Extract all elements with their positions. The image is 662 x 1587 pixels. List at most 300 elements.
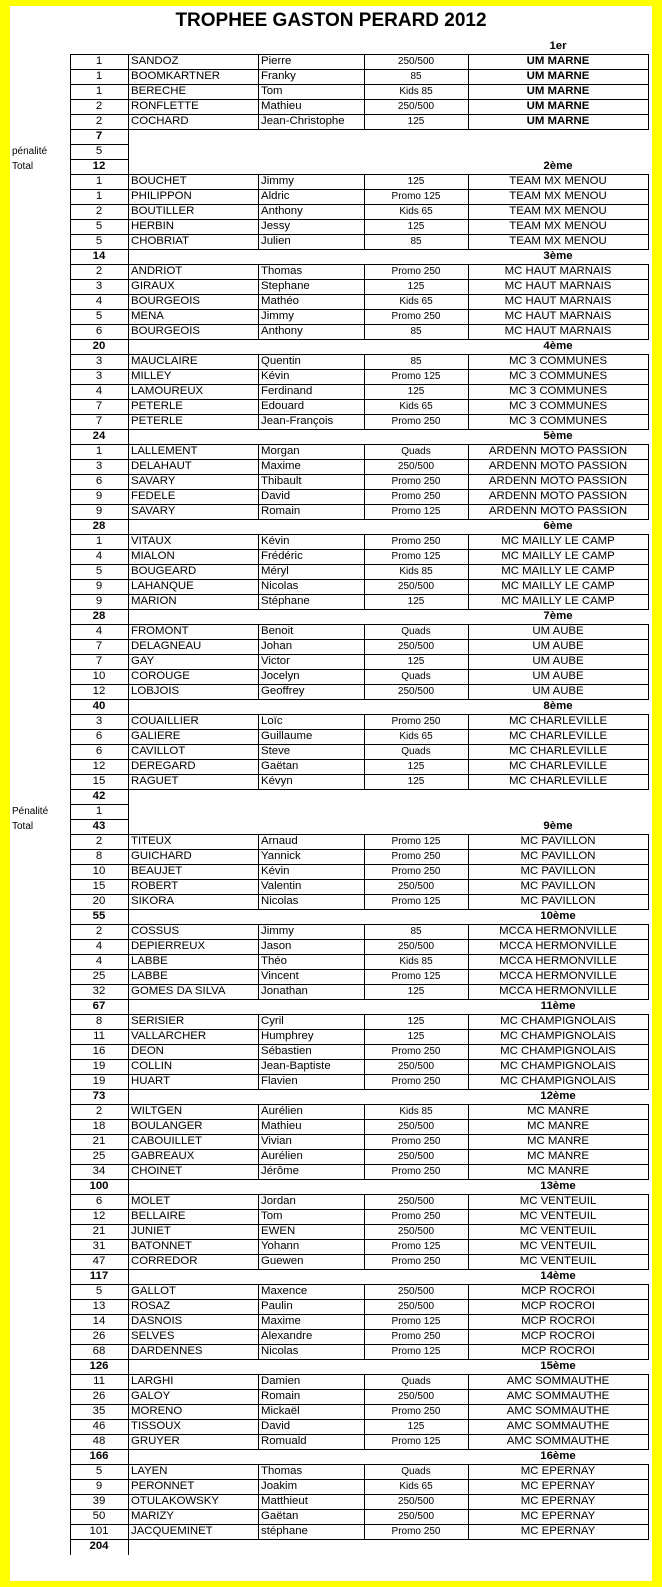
- grid-line: [70, 1089, 71, 1105]
- rider-club: ARDENN MOTO PASSION: [488, 490, 628, 502]
- grid-line: [70, 564, 649, 565]
- grid-line: [70, 414, 649, 415]
- rider-position: 2: [95, 1105, 103, 1117]
- grid-line: [128, 444, 129, 520]
- grid-line: [70, 1134, 649, 1135]
- grid-line: [70, 1014, 71, 1090]
- rider-position: 9: [95, 505, 103, 517]
- rider-club: MC CHARLEVILLE: [508, 730, 608, 742]
- grid-line: [648, 1104, 649, 1180]
- rider-club: MCCA HERMONVILLE: [499, 940, 617, 952]
- rider-position: 19: [92, 1060, 106, 1072]
- grid-line: [648, 834, 649, 910]
- rider-club: MC MANRE: [526, 1105, 589, 1117]
- grid-line: [648, 264, 649, 340]
- rider-lastname: COSSUS: [131, 925, 180, 937]
- rider-lastname: GIRAUX: [131, 280, 175, 292]
- rider-club: ARDENN MOTO PASSION: [488, 445, 628, 457]
- grid-line: [70, 714, 71, 790]
- rider-lastname: TITEUX: [131, 835, 172, 847]
- table-row: [10, 1209, 652, 1224]
- team-rank: 5ème: [543, 430, 573, 442]
- rider-position: 9: [95, 580, 103, 592]
- table-row: [10, 309, 652, 324]
- grid-line: [70, 1374, 71, 1450]
- rider-club: MC PAVILLON: [520, 865, 596, 877]
- grid-line: [128, 339, 129, 355]
- rider-lastname: WILTGEN: [131, 1105, 183, 1117]
- rider-club: MC MAILLY LE CAMP: [501, 565, 615, 577]
- table-row: [10, 1224, 652, 1239]
- grid-line: [70, 1179, 71, 1195]
- table-row: [10, 369, 652, 384]
- grid-line: [70, 99, 649, 100]
- grid-line: [364, 354, 365, 430]
- table-row: [10, 744, 652, 759]
- grid-line: [70, 999, 71, 1015]
- grid-line: [468, 714, 469, 790]
- rider-firstname: Arnaud: [261, 835, 298, 847]
- table-row: [10, 1134, 652, 1149]
- grid-line: [128, 519, 129, 535]
- table-row: [10, 1389, 652, 1404]
- team-rank: 16ème: [540, 1450, 576, 1462]
- rider-club: MC MANRE: [526, 1135, 589, 1147]
- rider-position: 4: [95, 955, 103, 967]
- rider-category: Promo 125: [391, 1316, 441, 1327]
- rider-club: MC MAILLY LE CAMP: [501, 535, 615, 547]
- rider-club: UM MARNE: [526, 100, 590, 112]
- grid-line: [258, 54, 259, 130]
- rider-category: Promo 250: [391, 416, 441, 427]
- table-row: [10, 879, 652, 894]
- rider-lastname: LARGHI: [131, 1375, 174, 1387]
- grid-line: [70, 174, 71, 250]
- rider-position: 16: [92, 1045, 106, 1057]
- rider-club: MC VENTEUIL: [519, 1225, 597, 1237]
- rider-position: 26: [92, 1330, 106, 1342]
- rider-position: 20: [92, 895, 106, 907]
- rider-club: MC EPERNAY: [520, 1525, 596, 1537]
- rider-position: 21: [92, 1225, 106, 1237]
- rider-club: MCCA HERMONVILLE: [499, 970, 617, 982]
- rider-club: MC 3 COMMUNES: [508, 385, 608, 397]
- grid-line: [70, 69, 649, 70]
- rider-category: Kids 85: [399, 956, 433, 967]
- table-row: [10, 1104, 652, 1119]
- rider-category: Kids 65: [399, 731, 433, 742]
- grid-line: [258, 1104, 259, 1180]
- grid-line: [70, 84, 649, 85]
- rider-firstname: Tom: [261, 85, 283, 97]
- rider-lastname: PERONNET: [131, 1480, 195, 1492]
- rider-position: 25: [92, 1150, 106, 1162]
- table-row: [10, 504, 652, 519]
- rider-club: MC CHARLEVILLE: [508, 715, 608, 727]
- rider-club: MCP ROCROI: [521, 1285, 595, 1297]
- table-row: [10, 1149, 652, 1164]
- table-row: [10, 489, 652, 504]
- rider-club: AMC SOMMAUTHE: [506, 1390, 610, 1402]
- rider-position: 26: [92, 1390, 106, 1402]
- rider-category: 125: [407, 596, 425, 607]
- grid-line: [70, 924, 71, 1000]
- grid-line: [70, 264, 71, 340]
- rider-position: 4: [95, 295, 103, 307]
- rider-club: MCP ROCROI: [521, 1345, 595, 1357]
- grid-line: [364, 174, 365, 250]
- grid-line: [70, 1449, 71, 1465]
- rider-position: 9: [95, 1480, 103, 1492]
- grid-line: [70, 624, 71, 700]
- rider-firstname: Anthony: [261, 205, 303, 217]
- rider-firstname: Edouard: [261, 400, 305, 412]
- grid-line: [468, 924, 469, 1000]
- rider-position: 10: [92, 865, 106, 877]
- rider-position: 2: [95, 265, 103, 277]
- grid-line: [70, 864, 649, 865]
- rider-category: Promo 125: [391, 1241, 441, 1252]
- page-title: TROPHEE GASTON PERARD 2012: [175, 10, 487, 31]
- rider-category: 125: [407, 1421, 425, 1432]
- rider-category: 250/500: [397, 1511, 435, 1522]
- table-row: [10, 1434, 652, 1449]
- rider-firstname: Jimmy: [261, 310, 294, 322]
- grid-line: [128, 1014, 129, 1090]
- rider-category: Quads: [401, 626, 431, 637]
- grid-line: [70, 714, 649, 715]
- rider-firstname: Loïc: [261, 715, 283, 727]
- rider-position: 8: [95, 1015, 103, 1027]
- rider-lastname: TISSOUX: [131, 1420, 182, 1432]
- table-row: [10, 114, 652, 129]
- rider-lastname: COCHARD: [131, 115, 189, 127]
- grid-line: [70, 324, 649, 325]
- table-row: [10, 834, 652, 849]
- table-row: [10, 1464, 652, 1479]
- table-row: [10, 939, 652, 954]
- rider-lastname: PETERLE: [131, 400, 183, 412]
- rider-firstname: Mathieu: [261, 100, 302, 112]
- grid-line: [648, 624, 649, 700]
- grid-line: [468, 54, 469, 130]
- grid-line: [364, 1194, 365, 1270]
- grid-line: [70, 894, 649, 895]
- rider-firstname: Joakim: [261, 1480, 298, 1492]
- rider-club: MC CHAMPIGNOLAIS: [500, 1015, 616, 1027]
- grid-line: [364, 1014, 365, 1090]
- grid-line: [70, 1344, 649, 1345]
- rider-position: 48: [92, 1435, 106, 1447]
- grid-line: [258, 714, 259, 790]
- rider-club: UM MARNE: [526, 55, 590, 67]
- grid-line: [128, 1359, 129, 1375]
- rider-firstname: Maxime: [261, 460, 301, 472]
- rider-lastname: JACQUEMINET: [131, 1525, 213, 1537]
- rider-category: Promo 250: [391, 1046, 441, 1057]
- rider-firstname: Romuald: [261, 1435, 307, 1447]
- table-row: [10, 1479, 652, 1494]
- team-total: 28: [92, 610, 106, 622]
- rider-firstname: EWEN: [261, 1225, 296, 1237]
- grid-line: [70, 294, 649, 295]
- grid-line: [70, 954, 649, 955]
- rider-lastname: LAHANQUE: [131, 580, 194, 592]
- rider-firstname: Mathéo: [261, 295, 299, 307]
- table-row: [10, 474, 652, 489]
- rider-category: Promo 250: [391, 1166, 441, 1177]
- rider-position: 7: [95, 640, 103, 652]
- team-subtotal: 7: [95, 130, 103, 142]
- rider-lastname: CABOUILLET: [131, 1135, 202, 1147]
- rider-club: MC MAILLY LE CAMP: [501, 595, 615, 607]
- table-row: [10, 684, 652, 699]
- grid-line: [648, 534, 649, 610]
- rider-category: Promo 125: [391, 896, 441, 907]
- grid-line: [70, 369, 649, 370]
- grid-line: [128, 789, 129, 835]
- grid-line: [70, 1464, 649, 1465]
- rider-club: MC VENTEUIL: [519, 1195, 597, 1207]
- rider-lastname: CAVILLOT: [131, 745, 186, 757]
- grid-line: [70, 684, 649, 685]
- grid-line: [648, 924, 649, 1000]
- table-row: [10, 894, 652, 909]
- table-row: [10, 1494, 652, 1509]
- rider-firstname: Yohann: [261, 1240, 300, 1252]
- table-row: [10, 1014, 652, 1029]
- table-row: [10, 969, 652, 984]
- grid-line: [70, 1524, 649, 1525]
- rider-firstname: Nicolas: [261, 895, 299, 907]
- rider-lastname: VALLARCHER: [131, 1030, 207, 1042]
- rider-position: 1: [95, 175, 103, 187]
- rider-club: MC CHAMPIGNOLAIS: [500, 1030, 616, 1042]
- rider-club: MC CHARLEVILLE: [508, 745, 608, 757]
- grid-line: [258, 924, 259, 1000]
- rider-category: 85: [410, 926, 422, 937]
- rider-club: MC CHAMPIGNOLAIS: [500, 1075, 616, 1087]
- rider-firstname: Jessy: [261, 220, 291, 232]
- rider-lastname: HUART: [131, 1075, 171, 1087]
- rider-position: 19: [92, 1075, 106, 1087]
- table-row: [10, 1194, 652, 1209]
- rider-lastname: GUICHARD: [131, 850, 192, 862]
- table-row: [10, 294, 652, 309]
- rider-category: 250/500: [397, 641, 435, 652]
- rider-category: 125: [407, 776, 425, 787]
- rider-firstname: Maxime: [261, 1315, 301, 1327]
- grid-line: [468, 1374, 469, 1450]
- rider-firstname: Maxence: [261, 1285, 308, 1297]
- rider-category: 250/500: [397, 461, 435, 472]
- rider-category: Kids 65: [399, 296, 433, 307]
- grid-line: [128, 429, 129, 445]
- rider-firstname: Johan: [261, 640, 293, 652]
- rider-lastname: CHOBRIAT: [131, 235, 190, 247]
- table-row: [10, 264, 652, 279]
- team-total: 14: [92, 250, 106, 262]
- grid-line: [70, 219, 649, 220]
- rider-position: 1: [95, 445, 103, 457]
- rider-position: 35: [92, 1405, 106, 1417]
- table-row: [10, 1404, 652, 1419]
- rider-firstname: Jean-Christophe: [261, 115, 345, 127]
- grid-line: [128, 609, 129, 625]
- table-row: [10, 1374, 652, 1389]
- rider-club: MC MAILLY LE CAMP: [501, 580, 615, 592]
- grid-line: [258, 264, 259, 340]
- rider-position: 25: [92, 970, 106, 982]
- grid-line: [70, 909, 71, 925]
- grid-line: [468, 624, 469, 700]
- table-row: [10, 234, 652, 249]
- rider-firstname: Kévyn: [261, 775, 293, 787]
- results-sheet: [10, 6, 652, 1581]
- rider-lastname: BOUCHET: [131, 175, 187, 187]
- table-row: [10, 414, 652, 429]
- grid-line: [648, 444, 649, 520]
- grid-line: [128, 1179, 129, 1195]
- rider-firstname: Aldric: [261, 190, 290, 202]
- rider-club: MC MANRE: [526, 1150, 589, 1162]
- rider-position: 5: [95, 565, 103, 577]
- grid-line: [70, 1314, 649, 1315]
- grid-line: [70, 669, 649, 670]
- rider-category: Promo 250: [391, 1331, 441, 1342]
- grid-line: [70, 399, 649, 400]
- rider-firstname: Gaëtan: [261, 1510, 299, 1522]
- rider-position: 11: [93, 1375, 105, 1387]
- grid-line: [70, 969, 649, 970]
- team-total: 73: [92, 1090, 106, 1102]
- table-row: [10, 99, 652, 114]
- rider-firstname: Mathieu: [261, 1120, 302, 1132]
- rider-position: 13: [92, 1300, 106, 1312]
- grid-line: [468, 534, 469, 610]
- rider-category: 250/500: [397, 1061, 435, 1072]
- rider-club: AMC SOMMAUTHE: [506, 1435, 610, 1447]
- grid-line: [128, 1464, 129, 1540]
- rider-firstname: Franky: [261, 70, 296, 82]
- rider-club: MC VENTEUIL: [519, 1210, 597, 1222]
- grid-line: [128, 1104, 129, 1180]
- grid-line: [468, 834, 469, 910]
- rider-category: 125: [407, 281, 425, 292]
- rider-firstname: Jonathan: [261, 985, 308, 997]
- rider-category: Promo 125: [391, 971, 441, 982]
- rider-position: 34: [92, 1165, 106, 1177]
- rider-club: ARDENN MOTO PASSION: [488, 460, 628, 472]
- team-penalty: 5: [95, 145, 103, 157]
- rider-lastname: BEAUJET: [131, 865, 183, 877]
- grid-line: [70, 609, 71, 625]
- rider-position: 1: [95, 55, 103, 67]
- rider-position: 14: [92, 1315, 106, 1327]
- rider-position: 3: [95, 715, 103, 727]
- rider-lastname: MENA: [131, 310, 164, 322]
- grid-line: [468, 264, 469, 340]
- table-row: [10, 774, 652, 789]
- grid-line: [648, 1284, 649, 1360]
- rider-firstname: Romain: [261, 1390, 301, 1402]
- rider-club: MCCA HERMONVILLE: [499, 985, 617, 997]
- rider-lastname: DELAGNEAU: [131, 640, 202, 652]
- table-row: [10, 534, 652, 549]
- table-row: [10, 1419, 652, 1434]
- rider-firstname: Thibault: [261, 475, 302, 487]
- rider-club: MC CHARLEVILLE: [508, 775, 608, 787]
- grid-line: [128, 999, 129, 1015]
- rider-category: Promo 250: [391, 1136, 441, 1147]
- table-row: [10, 69, 652, 84]
- grid-line: [70, 1074, 649, 1075]
- team-total: 100: [89, 1180, 109, 1192]
- rider-firstname: Méryl: [261, 565, 289, 577]
- grid-line: [70, 264, 649, 265]
- rider-position: 68: [92, 1345, 106, 1357]
- rider-lastname: GALLOT: [131, 1285, 176, 1297]
- rider-lastname: BOURGEOIS: [131, 295, 200, 307]
- grid-line: [70, 699, 71, 715]
- grid-line: [70, 534, 71, 610]
- team-rank: 10ème: [540, 910, 576, 922]
- grid-line: [70, 429, 71, 445]
- grid-line: [70, 939, 649, 940]
- rider-club: TEAM MX MENOU: [509, 175, 607, 187]
- rider-category: Kids 65: [399, 206, 433, 217]
- rider-category: Promo 125: [391, 506, 441, 517]
- grid-line: [468, 444, 469, 520]
- rider-position: 7: [95, 655, 103, 667]
- grid-line: [70, 744, 649, 745]
- rider-firstname: Kévin: [261, 535, 290, 547]
- rider-firstname: David: [261, 490, 291, 502]
- rider-position: 4: [95, 940, 103, 952]
- grid-line: [70, 204, 649, 205]
- rider-category: 125: [407, 986, 425, 997]
- rider-lastname: PETERLE: [131, 415, 183, 427]
- rider-club: TEAM MX MENOU: [509, 235, 607, 247]
- grid-line: [70, 849, 649, 850]
- grid-line: [70, 774, 649, 775]
- rider-club: TEAM MX MENOU: [509, 220, 607, 232]
- grid-line: [70, 1374, 649, 1375]
- grid-line: [70, 174, 649, 175]
- team-rank: 4ème: [543, 340, 573, 352]
- rider-category: Promo 250: [391, 536, 441, 547]
- grid-line: [70, 1269, 71, 1285]
- rider-club: UM MARNE: [526, 115, 590, 127]
- grid-line: [70, 1404, 649, 1405]
- rider-lastname: MILLEY: [131, 370, 172, 382]
- rider-club: TEAM MX MENOU: [509, 205, 607, 217]
- rider-firstname: Stéphane: [261, 595, 310, 607]
- rider-lastname: ROSAZ: [131, 1300, 171, 1312]
- team-rank: 15ème: [540, 1360, 576, 1372]
- rider-position: 5: [95, 1465, 103, 1477]
- grid-line: [128, 924, 129, 1000]
- rider-lastname: CHOINET: [131, 1165, 183, 1177]
- grid-line: [70, 549, 649, 550]
- rider-position: 9: [95, 595, 103, 607]
- rider-firstname: Gaëtan: [261, 760, 299, 772]
- grid-line: [70, 1119, 649, 1120]
- rider-firstname: Vivian: [261, 1135, 292, 1147]
- team-total: 166: [89, 1450, 109, 1462]
- rider-category: Promo 250: [391, 1526, 441, 1537]
- rider-firstname: Victor: [261, 655, 290, 667]
